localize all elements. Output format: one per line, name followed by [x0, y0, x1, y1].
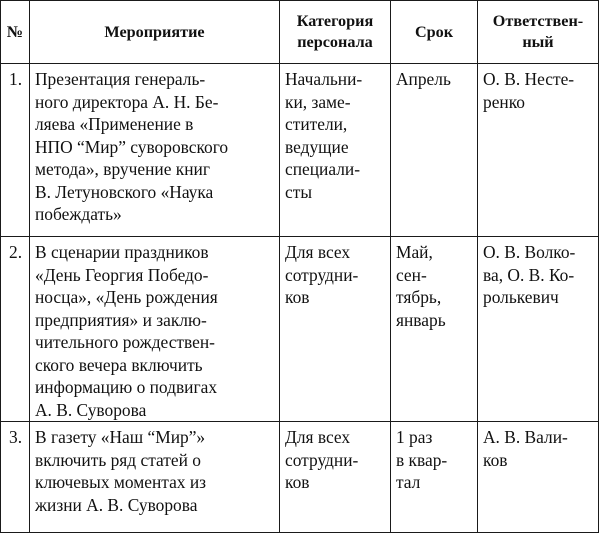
event-line: носца», «День рождения: [35, 287, 218, 307]
event-line: метода», вручение книг: [35, 159, 210, 179]
event-line: включить ряд статей о: [35, 449, 201, 470]
responsible-cell: [478, 64, 599, 237]
header-responsible-line: Ответствен-: [492, 12, 584, 30]
event-line: Презентация генераль-: [35, 69, 206, 89]
event-line: В газету «Наш “Мир”»: [35, 427, 206, 447]
event-line: побеждать»: [35, 204, 122, 224]
category-line: ки, заме-: [285, 91, 351, 112]
category-line: сотрудни-: [285, 264, 359, 285]
table-row: [1, 237, 599, 422]
responsible-line: ков: [483, 449, 508, 470]
row-number: 2.: [1, 237, 30, 422]
responsible-line: О. В. Несте-: [483, 69, 575, 89]
event-line: В. Летуновского «Наука: [35, 181, 214, 202]
category-line: ведущие: [285, 136, 349, 157]
event-line: В сценарии праздников: [35, 242, 209, 262]
category-line: стители,: [285, 114, 348, 134]
responsible-cell: [478, 422, 599, 533]
term-cell: [391, 422, 478, 533]
row-number: 1.: [1, 64, 30, 237]
responsible-line: О. В. Волко-: [483, 242, 576, 262]
category-line: ков: [285, 287, 310, 307]
category-cell: [280, 64, 391, 237]
category-line: Для всех: [285, 427, 351, 447]
event-line: ключевых моментах из: [35, 472, 207, 492]
category-line: ков: [285, 472, 310, 492]
event-line: НПО “Мир” суворовского: [35, 136, 229, 157]
row-number: 3.: [1, 422, 30, 533]
category-line: Начальни-: [285, 69, 363, 89]
term-line: тябрь,: [396, 287, 442, 307]
category-line: Для всех: [285, 242, 351, 262]
responsible-line: А. В. Вали-: [483, 427, 568, 447]
term-line: Апрель: [396, 69, 451, 89]
responsible-line: ренко: [483, 91, 525, 112]
table-row: [1, 64, 599, 237]
header-num: №: [1, 1, 30, 64]
header-category-line: Категория: [296, 12, 374, 30]
header-category-line: персонала: [297, 33, 373, 51]
event-line: А. В. Суворова: [35, 399, 147, 420]
responsible-line: ва, О. В. Ко-: [483, 264, 575, 285]
event-cell: [30, 237, 280, 422]
event-line: чительного рождествен-: [35, 332, 215, 352]
header-category: [280, 1, 391, 64]
event-line: предприятия» и заклю-: [35, 309, 207, 330]
event-cell: [30, 64, 280, 237]
event-line: ского вечера включить: [35, 354, 203, 375]
header-row: [1, 1, 599, 64]
category-line: специали-: [285, 159, 361, 179]
term-line: январь: [396, 309, 446, 330]
term-cell: [391, 64, 478, 237]
responsible-line: ролькевич: [483, 287, 559, 307]
term-line: Май,: [396, 242, 433, 262]
header-event: Мероприятие: [30, 1, 280, 64]
category-cell: [280, 237, 391, 422]
term-cell: [391, 237, 478, 422]
table-row: [1, 422, 599, 533]
responsible-cell: [478, 237, 599, 422]
event-line: «День Георгия Победо-: [35, 264, 209, 285]
term-line: в квар-: [396, 449, 448, 470]
category-cell: [280, 422, 391, 533]
term-line: сен-: [396, 264, 427, 285]
event-cell: [30, 422, 280, 533]
term-line: 1 раз: [396, 427, 433, 447]
header-responsible-line: ный: [522, 33, 554, 51]
term-line: тал: [396, 472, 421, 492]
event-line: ляева «Применение в: [35, 114, 194, 134]
event-line: жизни А. В. Суворова: [35, 494, 198, 515]
category-line: сты: [285, 181, 313, 202]
event-line: ного директора А. Н. Бе-: [35, 91, 219, 112]
event-line: информацию о подвигах: [35, 377, 218, 397]
category-line: сотрудни-: [285, 449, 359, 470]
header-term: Срок: [391, 1, 478, 64]
header-responsible: [478, 1, 599, 64]
